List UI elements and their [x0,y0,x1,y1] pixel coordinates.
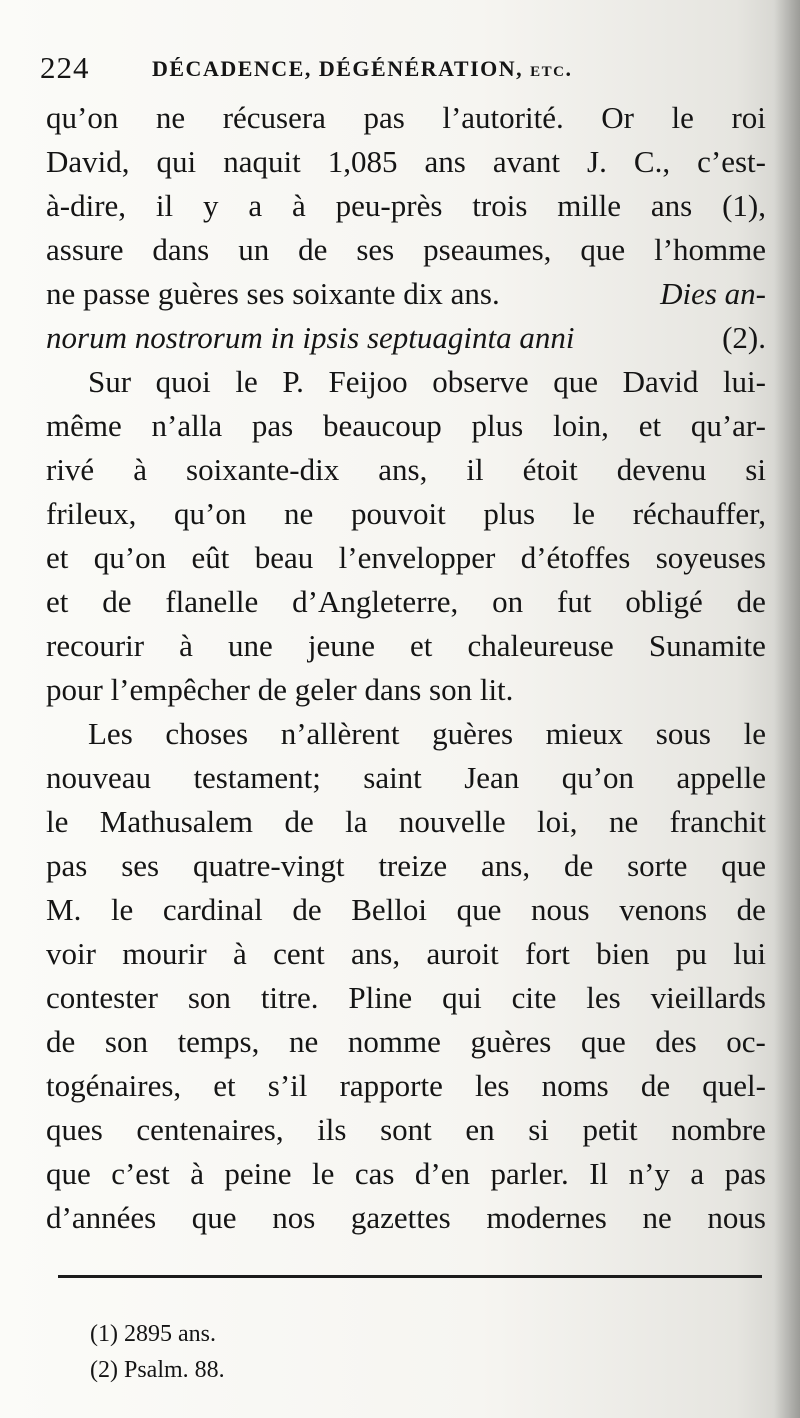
word: M. [46,892,82,927]
word: nouveau [46,760,152,795]
word: d’Angleterre, [292,584,459,619]
word: nos [272,1200,316,1235]
word: naquit [223,144,301,179]
word: que [721,848,766,883]
word: ans, [378,452,428,487]
word: peine [224,1156,292,1191]
spine-shadow [774,0,800,1418]
word: roi [731,100,766,135]
word: ne [288,1024,319,1059]
word: quatre-vingt [192,848,345,883]
text-line [46,536,766,580]
word: ne [155,100,186,135]
word: y [203,188,219,223]
word: qu’on [561,760,635,795]
word: d’en [414,1156,470,1191]
word: mieux [545,716,624,751]
word: Belloi [351,892,428,927]
word: ans, [351,936,401,971]
word: à-dire, [46,188,127,223]
word: jeune [307,628,375,663]
word: cas [354,1156,395,1191]
word: auroit [426,936,499,971]
word: de [284,804,314,839]
word: flanelle [165,584,259,619]
word: peu-près [335,188,443,223]
word: si [528,1112,549,1147]
word: Sur [88,364,132,399]
word: le [235,364,258,399]
text-line [46,580,766,624]
word: ses [356,232,395,267]
word: rivé [46,452,95,487]
word: J. [587,144,607,179]
word: son [104,1024,148,1059]
word: en [465,1112,495,1147]
word: l’homme [654,232,766,267]
word: soyeuses [655,540,766,575]
word: contester [46,980,158,1015]
word: voir [46,936,96,971]
word: pas [251,408,294,443]
word: il [466,452,484,487]
word: cite [511,980,557,1015]
word: obligé [625,584,703,619]
text-line [46,800,766,844]
word: (1), [722,188,766,223]
word: ne [642,1200,672,1235]
word: les [586,980,621,1015]
word: loin, [552,408,609,443]
word: que [46,1156,91,1191]
word: Il [589,1156,609,1191]
word: a [248,188,263,223]
word: frileux, [46,496,137,531]
word: appelle [676,760,766,795]
word: titre. [260,980,319,1015]
word: testament; [193,760,321,795]
word: ans [424,144,466,179]
word: Jean [464,760,520,795]
word: qui [442,980,482,1015]
word: Mathusalem [99,804,254,839]
word: ans, [481,848,531,883]
word: c’est [111,1156,170,1191]
word: guères [432,716,514,751]
word: pas [46,848,88,883]
word: d’années [46,1200,157,1235]
word: sous [655,716,711,751]
word: modernes [486,1200,607,1235]
word: trois [472,188,528,223]
word: à [133,452,147,487]
word: noms [541,1068,609,1103]
word: étoit [522,452,578,487]
text-line [46,1064,766,1108]
word: si [745,452,766,487]
word: n’y [628,1156,670,1191]
word: d’étoffes [520,540,631,575]
word: c’est- [697,144,766,179]
word: assure [46,232,124,267]
word: avant [492,144,561,179]
word: et [46,584,69,619]
page-number: 224 [40,50,90,85]
word: rapporte [339,1068,443,1103]
text-line [46,756,766,800]
word: à [190,1156,204,1191]
word: cardinal [162,892,263,927]
word: n’allèrent [280,716,400,751]
word: et [410,628,433,663]
word: son [187,980,231,1015]
text-line [46,932,766,976]
word: pas [724,1156,766,1191]
text-line [46,624,766,668]
word: que [191,1200,237,1235]
word: fut [557,584,592,619]
word: guères [470,1024,552,1059]
word: s’il [267,1068,308,1103]
word: quoi [155,364,211,399]
word: et [638,408,662,443]
word: un [238,232,270,267]
word: nomme [347,1024,441,1059]
word: il [155,188,174,223]
text-line [46,888,766,932]
word: le [572,496,596,531]
word: dans [152,232,210,267]
latin-quote-start: Dies an- [660,276,766,311]
text-line [46,1020,766,1064]
word: nous [531,892,590,927]
word: pseaumes, [423,232,552,267]
word: le [671,100,694,135]
word: devenu [616,452,707,487]
footnote: (1) 2895 ans. [90,1321,216,1347]
paragraph-start [46,712,766,756]
text-line [46,448,766,492]
footnote: (2) Psalm. 88. [90,1357,225,1383]
footnotes [90,1316,225,1388]
text-line [46,228,766,272]
word: de [298,232,328,267]
word: qu’on [174,496,247,531]
word: à [292,188,306,223]
text-line [46,1196,766,1240]
word: et [46,540,69,575]
text-line [46,844,766,888]
word: quel- [702,1068,766,1103]
word: Sunamite [648,628,766,663]
word: gazettes [350,1200,451,1235]
word: parler. [490,1156,569,1191]
word: loi, [537,804,578,839]
word: qui [156,144,197,179]
word: ils [317,1112,347,1147]
word: les [474,1068,510,1103]
word: nouvelle [398,804,506,839]
word: recourir [46,628,145,663]
word: a [690,1156,705,1191]
page-header [40,46,780,94]
word: l’autorité. [442,100,564,135]
word: eût [191,540,230,575]
word: des [655,1024,697,1059]
word: fort [525,936,570,971]
word: ses [121,848,160,883]
word: Feijoo [328,364,408,399]
body-text [46,96,766,1240]
word: beau [254,540,314,575]
word: soixante-dix [186,452,340,487]
word: récusera [222,100,326,135]
word: David, [46,144,130,179]
word: ans [650,188,693,223]
word: mille [557,188,621,223]
paragraph-start [46,360,766,404]
word: le [743,716,766,751]
word: lui [733,936,766,971]
word: de [640,1068,671,1103]
text-line [46,96,766,140]
word: centenaires, [136,1112,284,1147]
word: vieillards [650,980,766,1015]
word: mourir [122,936,207,971]
word: sorte [627,848,688,883]
word: oc- [726,1024,766,1059]
paragraph-end: pour l’empêcher de geler dans son lit. [46,672,514,707]
word: à [232,936,247,971]
text-line [46,1108,766,1152]
word: que [456,892,502,927]
latin-quote-end: norum nostrorum in ipsis septuaginta anni [46,320,575,355]
word: que [580,232,626,267]
word: franchit [669,804,766,839]
word: nous [707,1200,766,1235]
word: Les [88,716,133,751]
text-line [46,492,766,536]
word: qu’on [46,100,119,135]
word: réchauffer, [632,496,766,531]
word: nombre [671,1112,766,1147]
running-head: DÉCADENCE, DÉGÉNÉRATION, etc. [152,56,573,81]
word: petit [582,1112,638,1147]
word: même [46,408,122,443]
word: le [110,892,134,927]
word: observe [432,364,529,399]
word: et [213,1068,236,1103]
word: choses [165,716,249,751]
word: sont [380,1112,432,1147]
word: bien [596,936,650,971]
word: de [736,584,766,619]
word: plus [483,496,536,531]
word: saint [363,760,422,795]
word: qu’ar- [690,408,766,443]
footnote-ref: (2). [722,320,766,355]
word: que [553,364,599,399]
text-line [46,404,766,448]
word: pas [363,100,405,135]
word: de [736,892,766,927]
word: lui- [722,364,766,399]
word: C., [633,144,671,179]
word: de [102,584,132,619]
word: 1,085 [327,144,398,179]
word: David [622,364,699,399]
word: l’envelopper [338,540,496,575]
text-line [46,1152,766,1196]
word: togénaires, [46,1068,182,1103]
word: chaleureuse [467,628,614,663]
word: beaucoup [322,408,442,443]
text-segment: ne passe guères ses soixante dix ans. [46,276,500,311]
word: ne [608,804,639,839]
footnote-rule [58,1275,762,1278]
word: cent [273,936,325,971]
word: de [292,892,322,927]
text-line [46,184,766,228]
word: le [46,804,69,839]
word: ne [284,496,314,531]
word: P. [282,364,304,399]
word: pu [675,936,707,971]
word: pouvoit [350,496,446,531]
word: Pline [348,980,413,1015]
word: ques [46,1112,103,1147]
word: que [580,1024,626,1059]
text-line-mixed [46,316,766,360]
word: la [345,804,368,839]
text-line [46,976,766,1020]
word: une [228,628,273,663]
text-line-mixed [46,272,766,316]
text-line [46,140,766,184]
word: à [179,628,193,663]
word: de [46,1024,76,1059]
word: treize [378,848,448,883]
word: temps, [177,1024,260,1059]
word: le [312,1156,335,1191]
word: plus [471,408,524,443]
word: n’alla [151,408,223,443]
word: venons [619,892,708,927]
word: de [563,848,594,883]
word: on [492,584,524,619]
word: Or [601,100,634,135]
word: qu’on [93,540,167,575]
